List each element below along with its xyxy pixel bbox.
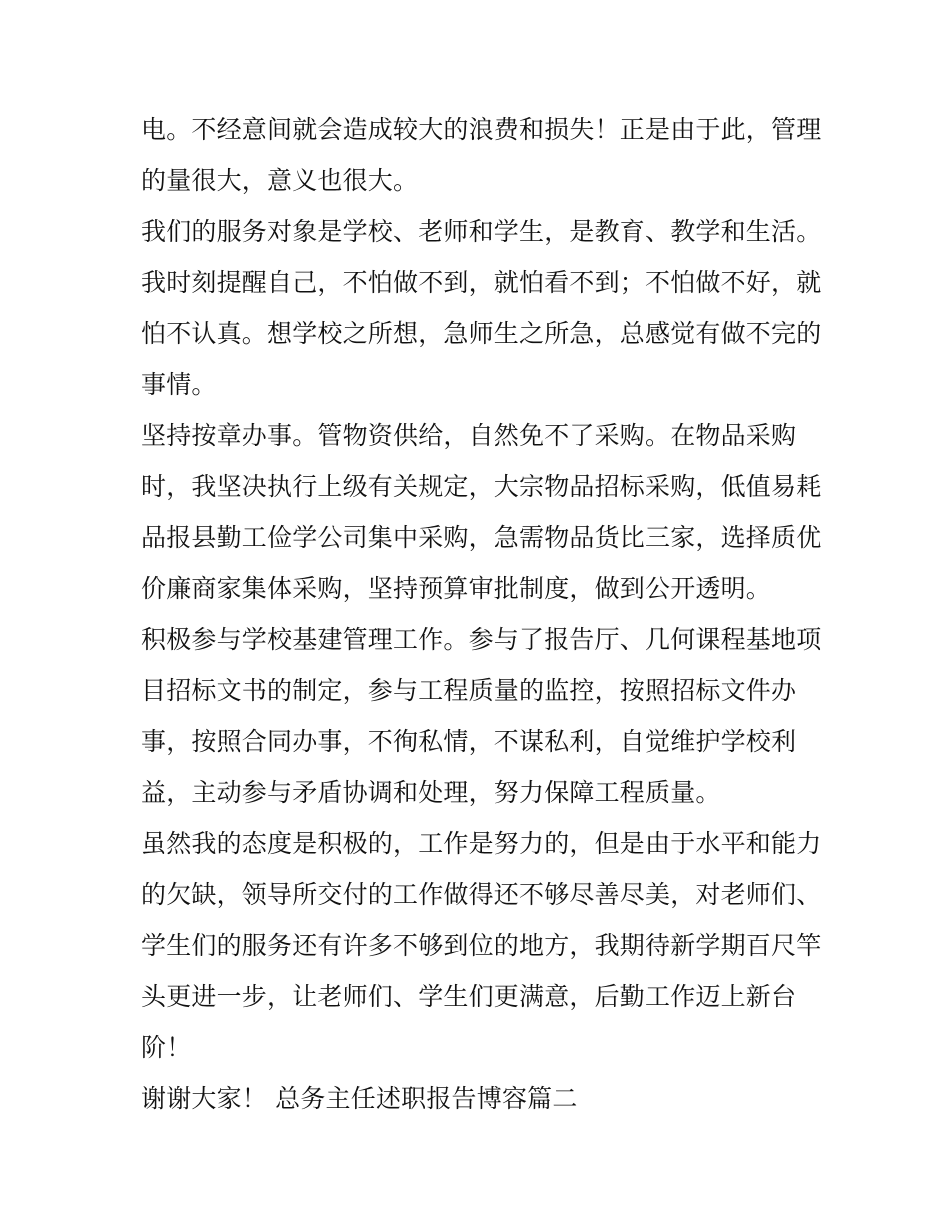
text-line: 品报县勤工俭学公司集中采购，急需物品货比三家，选择质优 <box>141 523 822 552</box>
text-line: 坚持按章办事。管物资供给，自然免不了采购。在物品采购 <box>141 421 797 450</box>
text-line: 事情。 <box>141 370 217 399</box>
text-line: 电。不经意间就会造成较大的浪费和损失！正是由于此，管理 <box>141 115 822 144</box>
text-line: 我们的服务对象是学校、老师和学生，是教育、教学和生活。 <box>141 217 822 246</box>
text-line: 谢谢大家！ 总务主任述职报告博容篇二 <box>141 1084 578 1113</box>
text-line: 价廉商家集体采购，坚持预算审批制度，做到公开透明。 <box>141 574 772 603</box>
text-line: 的量很大，意义也很大。 <box>141 166 419 195</box>
document-body <box>141 104 821 1124</box>
text-line: 积极参与学校基建管理工作。参与了报告厅、几何课程基地项 <box>141 625 822 654</box>
text-line: 益，主动参与矛盾协调和处理，努力保障工程质量。 <box>141 778 721 807</box>
text-line: 事，按照合同办事，不徇私情，不谋私利，自觉维护学校利 <box>141 727 797 756</box>
text-line: 的欠缺，领导所交付的工作做得还不够尽善尽美，对老师们、 <box>141 880 822 909</box>
text-line: 目招标文书的制定，参与工程质量的监控，按照招标文件办 <box>141 676 797 705</box>
text-line: 怕不认真。想学校之所想，急师生之所急，总感觉有做不完的 <box>141 319 822 348</box>
text-line: 学生们的服务还有许多不够到位的地方，我期待新学期百尺竿 <box>141 931 822 960</box>
text-line: 虽然我的态度是积极的，工作是努力的，但是由于水平和能力 <box>141 829 822 858</box>
text-line: 阶！ <box>141 1033 192 1062</box>
text-line: 时，我坚决执行上级有关规定，大宗物品招标采购，低值易耗 <box>141 472 822 501</box>
text-line: 头更进一步，让老师们、学生们更满意，后勤工作迈上新台 <box>141 982 797 1011</box>
text-line: 我时刻提醒自己，不怕做不到，就怕看不到；不怕做不好，就 <box>141 268 822 297</box>
